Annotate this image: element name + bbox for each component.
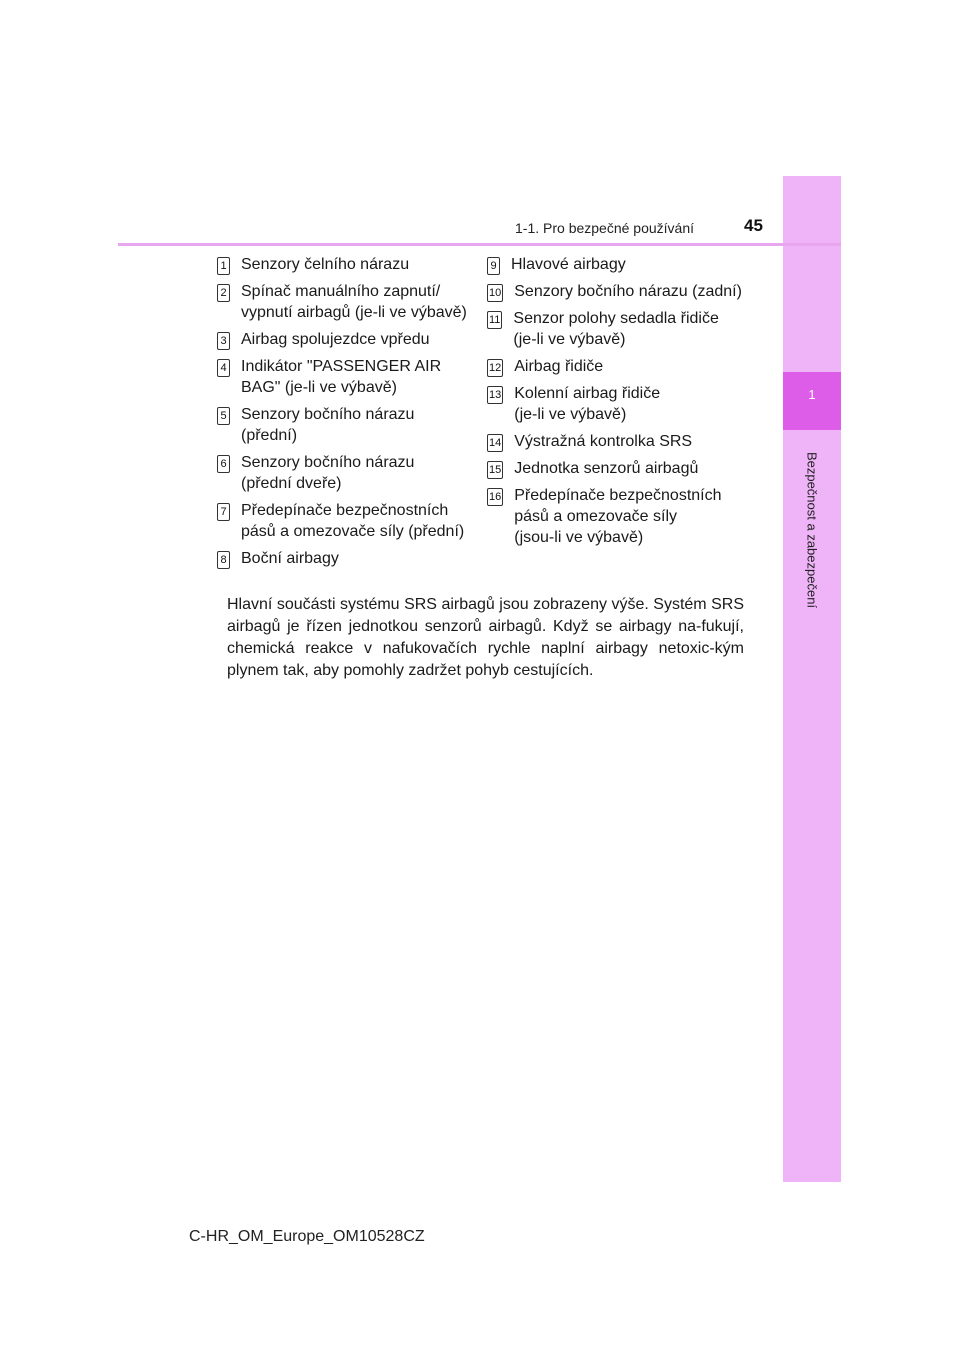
legend-item [487, 431, 777, 452]
callout-number: 12 [487, 359, 503, 377]
legend-item [217, 548, 479, 569]
chapter-title: Bezpečnost a zabezpečení [804, 451, 820, 609]
legend-item [487, 308, 777, 350]
legend-item [217, 281, 479, 323]
section-title: 1-1. Pro bezpečné používání [515, 220, 695, 236]
legend-text: Senzory bočního nárazu (zadní) [514, 283, 742, 300]
legend-text: Airbag řidiče [514, 358, 604, 375]
callout-number: 6 [217, 455, 230, 473]
legend-item [487, 458, 777, 479]
callout-number: 5 [217, 407, 230, 425]
callout-number: 8 [217, 551, 230, 569]
callout-number: 11 [487, 311, 502, 329]
callout-number: 15 [487, 461, 503, 479]
legend-text: Jednotka senzorů airbagů [514, 460, 699, 477]
chapter-number: 1 [808, 387, 816, 402]
legend-text: Senzory bočního nárazu (přední dveře) [241, 454, 415, 492]
legend-item [487, 485, 777, 548]
legend-text: Airbag spolujezdce vpředu [241, 331, 430, 348]
legend-item [217, 404, 479, 446]
header-rule [118, 243, 841, 246]
callout-number: 7 [217, 503, 230, 521]
callout-number: 13 [487, 386, 503, 404]
callout-number: 4 [217, 359, 230, 377]
body-paragraph: Hlavní součásti systému SRS airbagů jsou zobrazeny výše. Systém SRS airbagů je řízen jednotkou senzorů airbagů. Když se airbagy na-fukují, chemická reakce v nafukovačích rychle naplní airbagy netoxic-kým plynem tak, aby pomohly zadržet pohyb cestujících. [227, 596, 744, 679]
legend-text: Kolenní airbag řidiče (je-li ve výbavě) [514, 385, 661, 423]
legend-text: Předepínače bezpečnostních pásů a omezovače síly (jsou-li ve výbavě) [514, 487, 722, 546]
legend-text: Senzory čelního nárazu [241, 256, 410, 273]
callout-number: 1 [217, 257, 230, 275]
legend-column-left [217, 254, 479, 575]
legend-text: Předepínače bezpečnostních pásů a omezovače síly (přední) [241, 502, 465, 540]
legend-text: Výstražná kontrolka SRS [514, 433, 693, 450]
legend-item [217, 329, 479, 350]
callout-number: 9 [487, 257, 500, 275]
chapter-side-tab [783, 176, 841, 1182]
legend-item [487, 383, 777, 425]
legend-item [487, 281, 777, 302]
callout-number: 14 [487, 434, 503, 452]
legend-item [217, 254, 479, 275]
page-number: 45 [744, 216, 763, 235]
legend-text: Hlavové airbagy [511, 256, 626, 273]
legend-text: Indikátor "PASSENGER AIR BAG" (je-li ve výbavě) [241, 358, 442, 396]
legend-item [217, 356, 479, 398]
legend-item [217, 500, 479, 542]
callout-number: 10 [487, 284, 503, 302]
legend-item [217, 452, 479, 494]
callout-number: 16 [487, 488, 503, 506]
legend-text: Senzory bočního nárazu (přední) [241, 406, 415, 444]
legend-column-right [487, 254, 777, 554]
legend-item [487, 254, 777, 275]
legend-text: Spínač manuálního zapnutí/ vypnutí airbagů (je-li ve výbavě) [241, 283, 467, 321]
document-code: C-HR_OM_Europe_OM10528CZ [189, 1228, 425, 1245]
legend-text: Senzor polohy sedadla řidiče (je-li ve výbavě) [513, 310, 719, 348]
legend-text: Boční airbagy [241, 550, 339, 567]
callout-number: 3 [217, 332, 230, 350]
legend-item [487, 356, 777, 377]
callout-number: 2 [217, 284, 230, 302]
